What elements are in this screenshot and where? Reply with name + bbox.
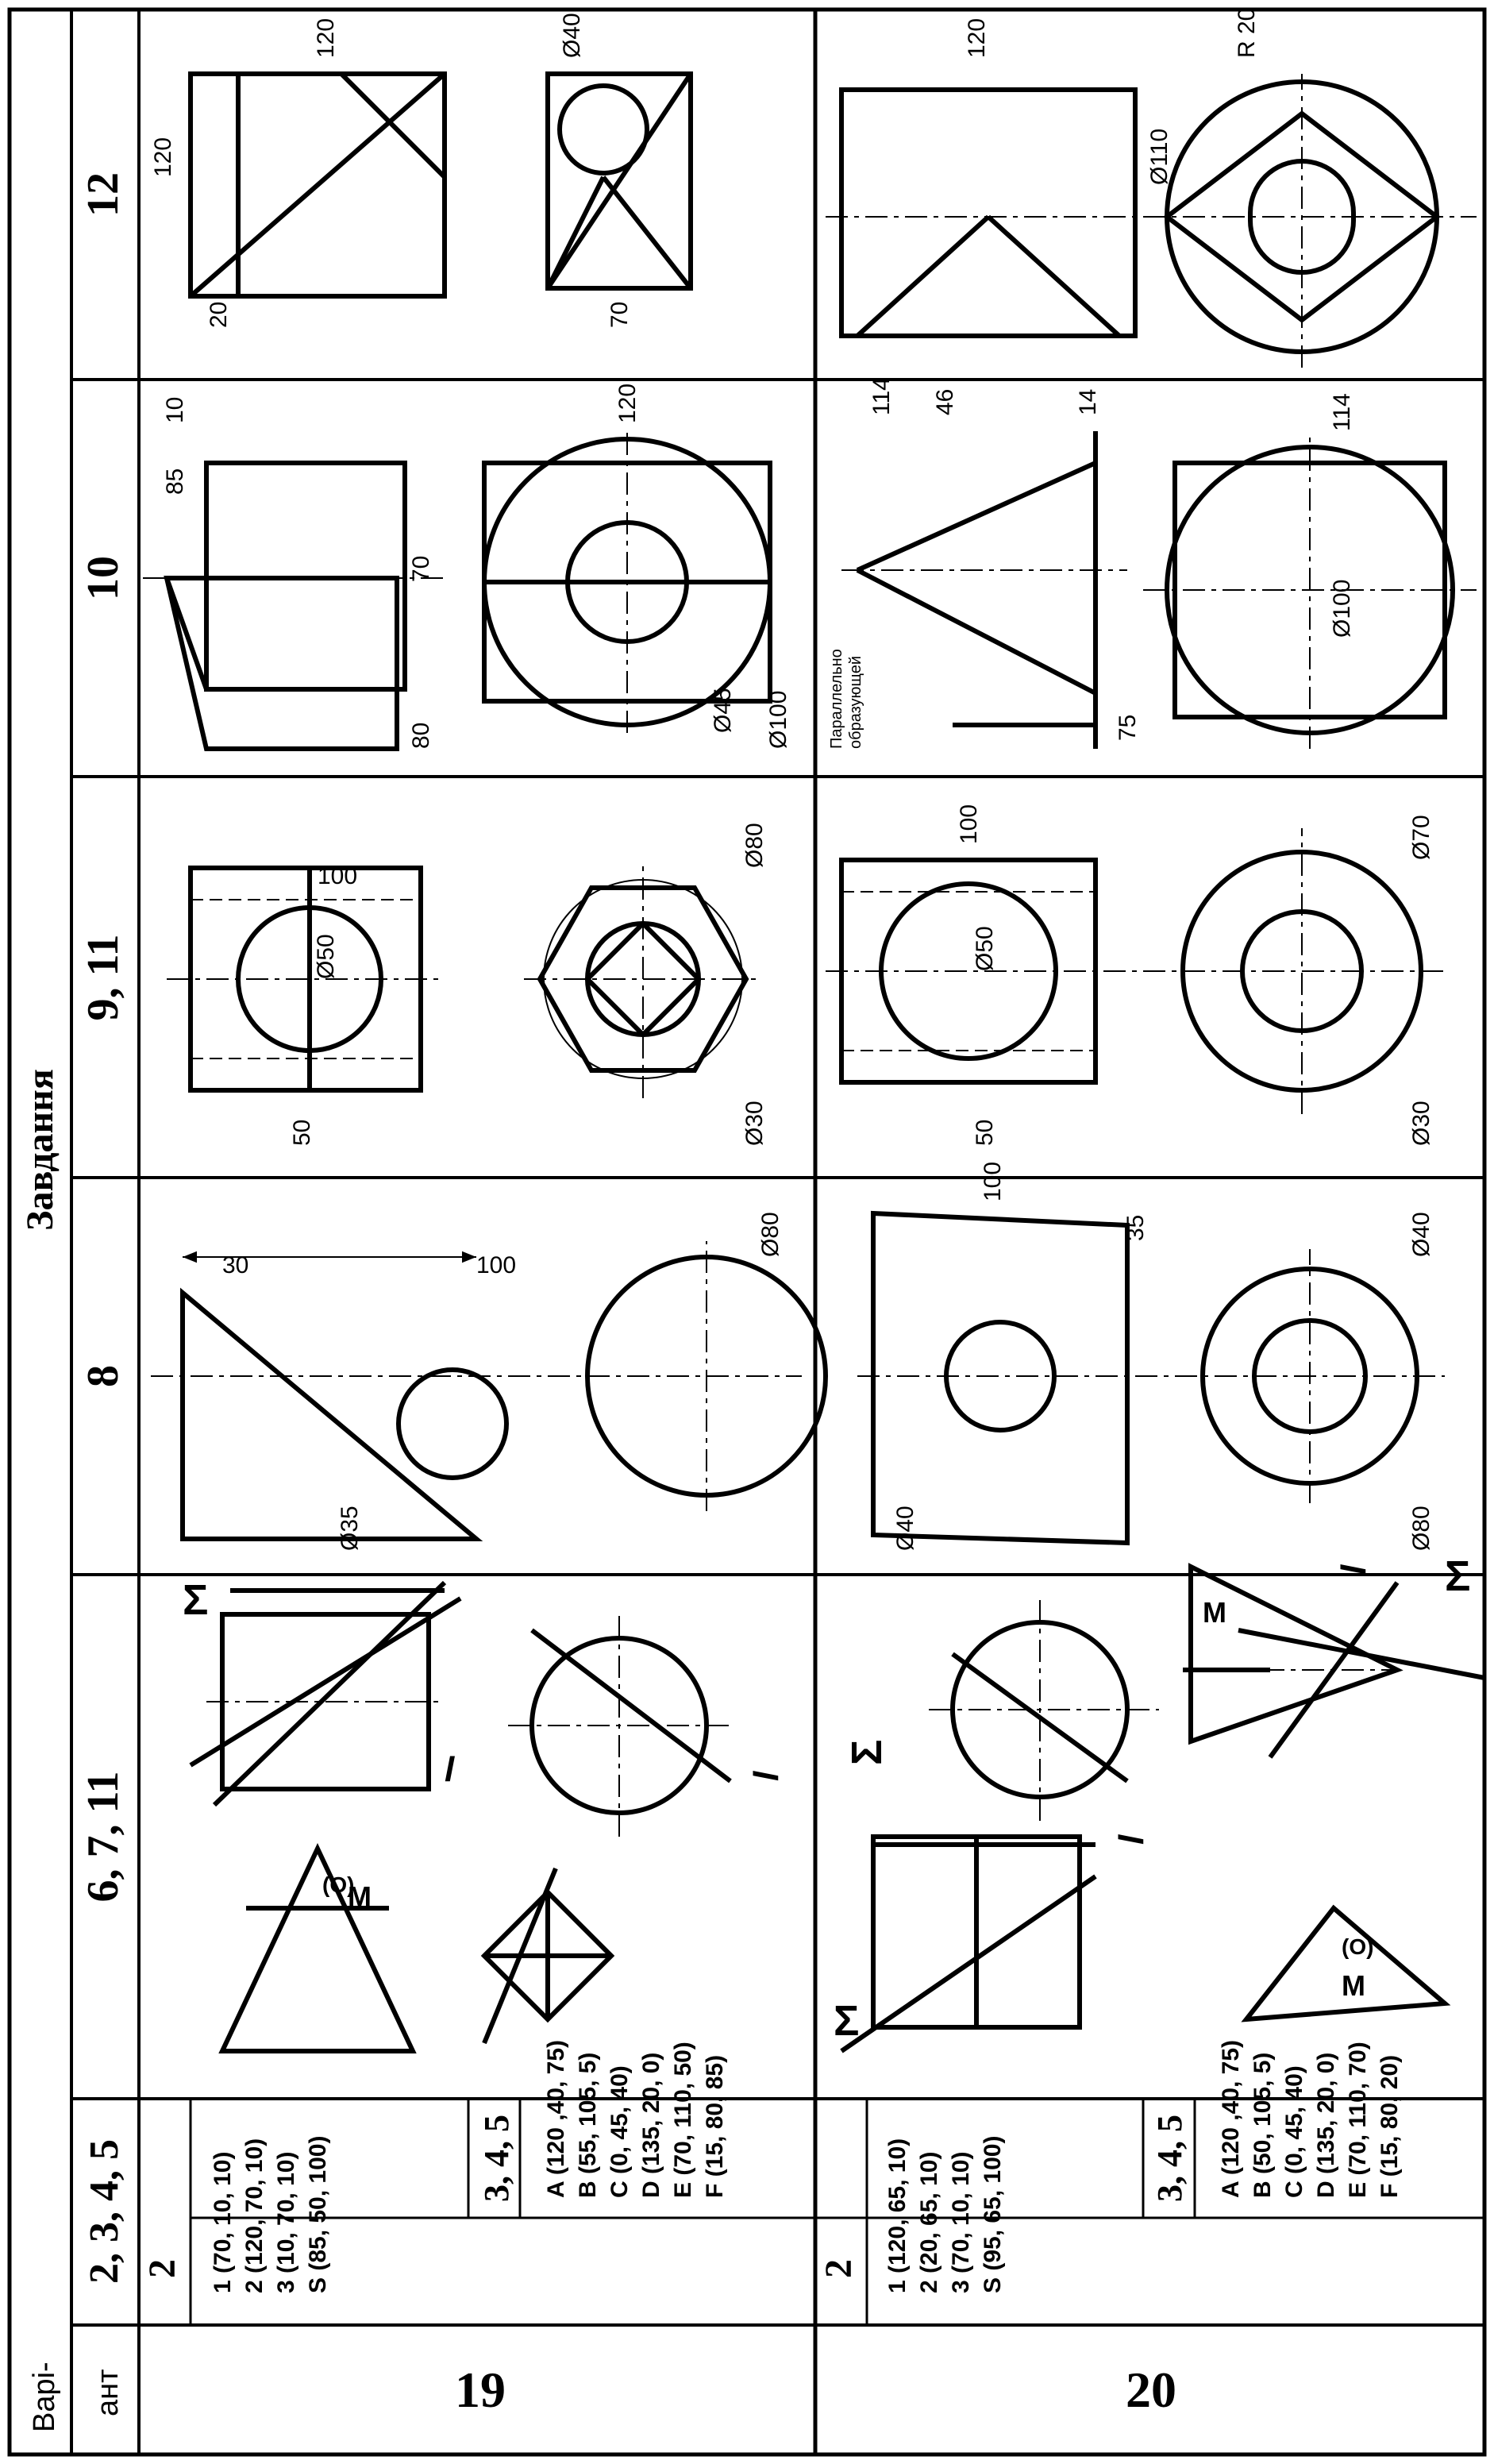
dim-t12-20: Ø110	[1146, 128, 1172, 185]
l2-label: l	[1112, 1834, 1151, 1845]
dim-t9-20: Ø70	[1408, 815, 1434, 860]
dim-t9-20: Ø30	[1408, 1101, 1434, 1146]
task-8-row20	[857, 1213, 1445, 1543]
sub-task-a-20: 2	[818, 2259, 860, 2278]
col-head-6: 12	[79, 172, 128, 217]
dim-t8-20: Ø80	[1408, 1506, 1434, 1551]
task-6-7-11-row20	[834, 1567, 1484, 2051]
point-row: 1 (120, 65, 10)	[884, 2138, 911, 2293]
task-12-row19	[191, 74, 691, 296]
dim-t8-19: Ø80	[757, 1212, 784, 1257]
variant-label-1: Варі-	[28, 2362, 61, 2432]
dim-t9-19: Ø80	[741, 823, 768, 868]
point-row: E (70, 110, 50)	[670, 2042, 696, 2198]
dim-t12-19: 120	[150, 137, 176, 177]
dim-t12-20: R 20	[1234, 7, 1260, 58]
point-row: 3 (10, 70, 10)	[273, 2151, 299, 2293]
dim-t8-19: Ø35	[337, 1506, 363, 1551]
dim-t10-19: 120	[614, 383, 641, 423]
dim-t8-20: 100	[980, 1161, 1006, 1201]
point-row: 3 (70, 10, 10)	[948, 2151, 974, 2293]
m1-label: M	[1203, 1596, 1226, 1629]
task-8-row19	[151, 1241, 826, 1539]
dim-t10-19: 10	[162, 396, 188, 423]
dim-t12-19: Ø40	[559, 13, 585, 58]
dim-t12-19: 70	[606, 301, 633, 328]
variant-19: 19	[455, 2362, 506, 2418]
variant-20: 20	[1126, 2362, 1176, 2418]
m2-label: M	[348, 1880, 372, 1913]
sigma1-label: Σ	[1445, 1552, 1471, 1600]
variant-label-2: ант	[91, 2369, 125, 2416]
dim-t9-19: Ø30	[741, 1101, 768, 1146]
col-head-1: 2, 3, 4, 5	[82, 2139, 127, 2284]
dim-t10-20: 14	[1075, 388, 1101, 415]
task-6-7-11-row20-labels	[834, 1552, 1470, 2045]
dim-t8-19: 100	[476, 1252, 517, 1278]
sigma2-label: Σ	[834, 1997, 860, 2045]
point-row: 1 (70, 10, 10)	[210, 2151, 236, 2293]
row19-points	[141, 2040, 728, 2293]
point-row: C (0, 45, 40)	[1281, 2065, 1307, 2198]
point-row: B (55, 105, 5)	[575, 2052, 601, 2198]
dim-t10-19: 70	[408, 555, 434, 582]
l1-label: l	[445, 1750, 455, 1789]
task-6-7-11-row19	[191, 1583, 730, 2051]
col-head-4: 9, 11	[79, 934, 128, 1021]
dim-t8-20: Ø40	[892, 1506, 918, 1551]
dim-t9-20: Ø50	[972, 926, 998, 971]
dim-t10-20: 46	[932, 388, 958, 415]
l2-label: l	[747, 1771, 786, 1781]
task-10-row20	[841, 431, 1477, 749]
sigma1-label: Σ	[843, 1739, 891, 1765]
dim-t10-20: образующей	[847, 655, 864, 749]
sub-task-b-19: 3, 4, 5	[477, 2115, 516, 2202]
dim-t10-19: Ø45	[710, 688, 736, 733]
task-9-11-row19	[167, 860, 762, 1098]
l1-label: l	[1334, 1564, 1373, 1575]
dim-t10-20: 114	[1329, 393, 1355, 431]
dim-t12-19: 20	[206, 301, 232, 328]
dim-t12-19: 120	[313, 17, 339, 58]
dim-t12-20: 120	[964, 17, 990, 58]
task-title: Завдання	[19, 1069, 61, 1231]
o-label: (O)	[1342, 1934, 1374, 1959]
point-row: A (120 ,40, 75)	[543, 2040, 569, 2198]
col-head-5: 10	[79, 556, 128, 600]
point-row: 2 (20, 65, 10)	[916, 2151, 942, 2293]
point-row: S (85, 50, 100)	[305, 2135, 331, 2293]
dim-t9-20: 100	[956, 804, 982, 844]
point-row: D (135, 20, 0)	[1313, 2052, 1339, 2198]
point-row: A (120 ,40, 75)	[1218, 2040, 1244, 2198]
sigma2-label: Σ	[183, 1576, 209, 1624]
task-6-7-11-row19-labels	[183, 1576, 891, 1913]
task-9-11-row20	[826, 828, 1445, 1114]
row20-points	[818, 2040, 1403, 2293]
sub-task-a-19: 2	[141, 2259, 183, 2278]
dim-t10-19: 85	[162, 468, 188, 495]
dim-t8-19: 30	[222, 1252, 249, 1278]
point-row: B (50, 105, 5)	[1249, 2052, 1276, 2198]
col-head-3: 8	[79, 1365, 128, 1387]
task-10-row19	[143, 407, 770, 749]
dim-t10-19: 80	[408, 722, 434, 749]
col-head-2: 6, 7, 11	[79, 1771, 128, 1903]
dim-t8-20: Ø40	[1408, 1212, 1434, 1257]
point-row: D (135, 20, 0)	[638, 2052, 664, 2198]
header	[19, 172, 128, 2432]
o-label: (O)	[322, 1872, 355, 1897]
point-row: S (95, 65, 100)	[980, 2135, 1006, 2293]
dimension-labels	[150, 8, 1434, 1551]
point-row: 2 (120, 70, 10)	[241, 2138, 268, 2293]
dim-t9-19: Ø50	[313, 934, 339, 979]
dim-t8-20: 35	[1122, 1214, 1149, 1241]
dim-t9-20: 50	[972, 1119, 998, 1146]
dim-t9-19: 50	[289, 1119, 315, 1146]
point-row: C (0, 45, 40)	[606, 2065, 633, 2198]
sub-task-b-20: 3, 4, 5	[1150, 2115, 1189, 2202]
dim-t9-19: 100	[318, 863, 358, 889]
dim-t10-20: 75	[1115, 714, 1141, 741]
point-row: F (15, 80, 85)	[702, 2054, 728, 2198]
m1-label: M	[1342, 1969, 1365, 2002]
dim-t10-19: Ø100	[765, 690, 791, 749]
dim-t10-20: Параллельно	[828, 649, 845, 749]
point-row: E (70, 110, 70)	[1345, 2042, 1371, 2198]
task-12-row20	[826, 74, 1477, 368]
dim-t10-20: 114	[868, 377, 895, 415]
dim-t10-20: Ø100	[1329, 579, 1355, 638]
point-row: F (15, 80, 20)	[1377, 2054, 1403, 2198]
